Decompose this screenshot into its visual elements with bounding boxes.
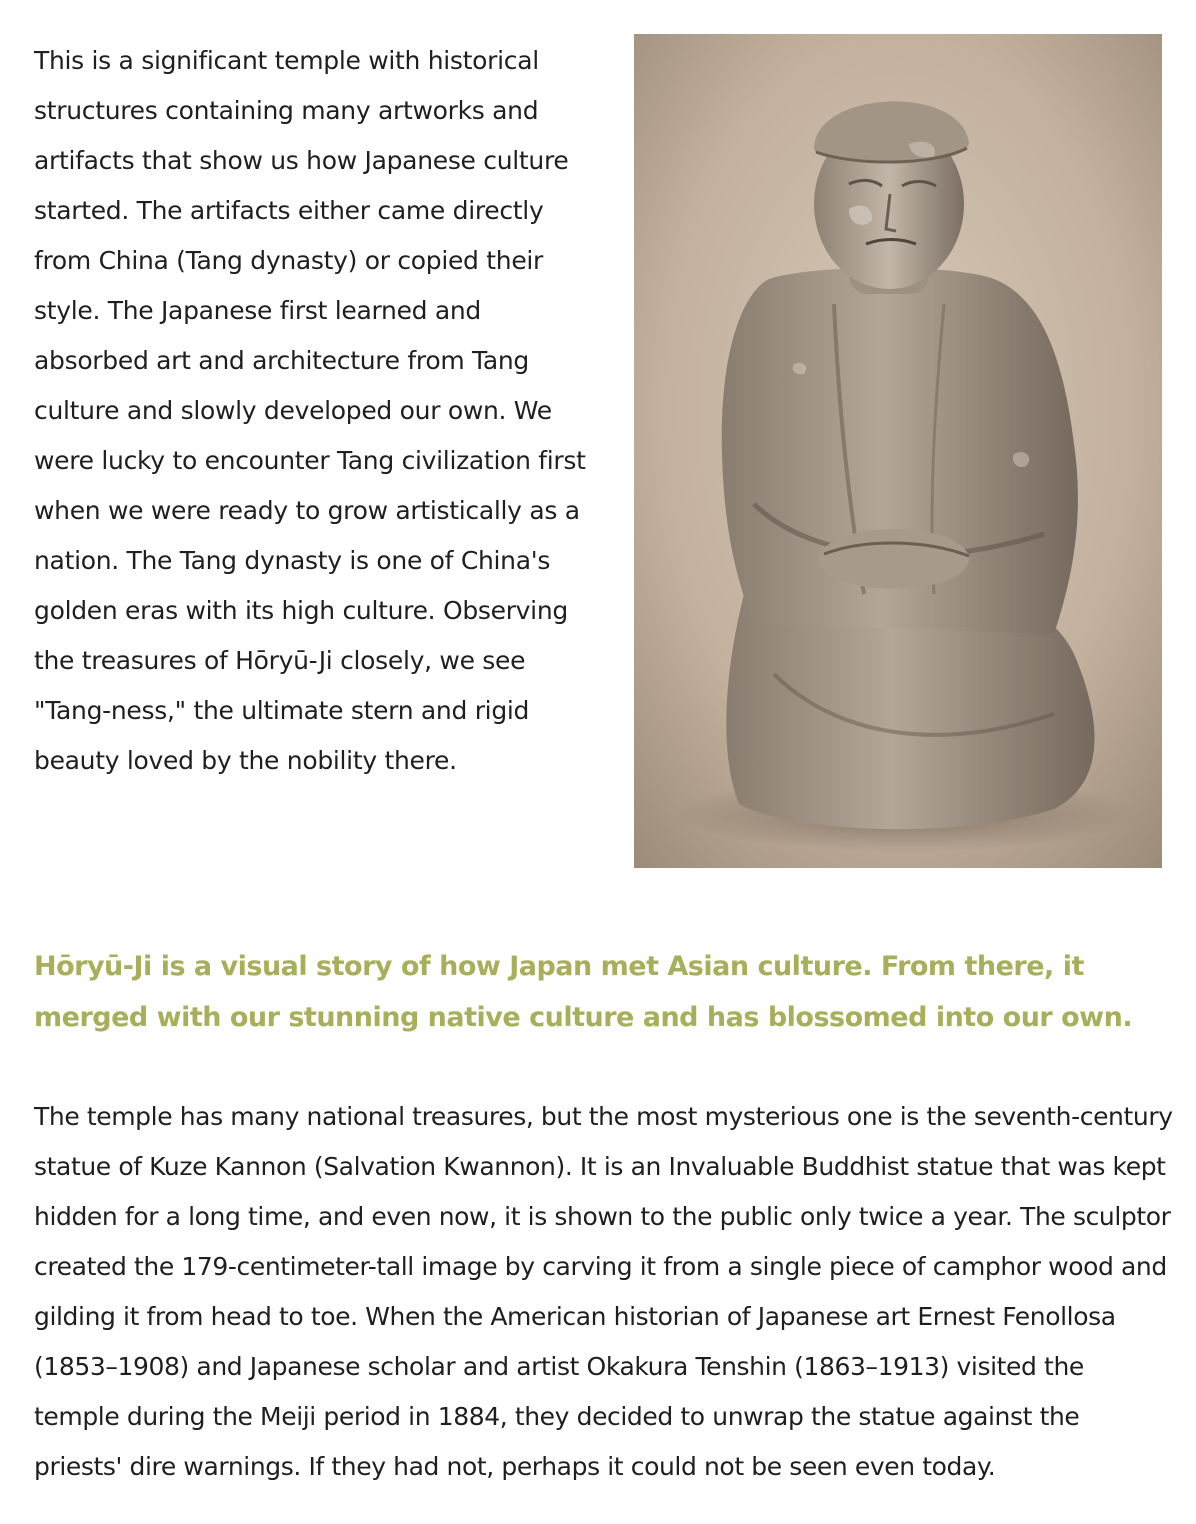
- pull-quote: Hōryū-Ji is a visual story of how Japan met Asian culture. From there, it merged with our stunning native culture and has blossomed into our own.: [34, 951, 1133, 1033]
- body-paragraph: The temple has many national treasures, but the most mysterious one is the seventh-century statue of Kuze Kannon (Salvation Kwannon). It is an Invaluable Buddhist statue that was kept hidden for a long time, and even now, it is shown to the public only twice a year. The sculptor created the 179-centimeter-tall image by carving it from a single piece of camphor wood and gilding it from head to toe. When the American historian of Japanese art Ernest Fenollosa (1853–1908) and Japanese scholar and artist Okakura Tenshin (1863–1913) visited the temple during the Meiji period in 1884, they decided to unwrap the statue against the priests' dire warnings. If they had not, perhaps it could not be seen even today.: [34, 1102, 1173, 1481]
- statue-photo: [634, 34, 1162, 868]
- intro-paragraph: This is a significant temple with historical structures containing many artworks and artifacts that show us how Japanese culture started. The artifacts either came directly from China (Tang dynasty) or copied their style. The Japanese first learned and absorbed art and architecture from Tang culture and slowly developed our own. We were lucky to encounter Tang civilization first when we were ready to grow artistically as a nation. The Tang dynasty is one of China's golden eras with its high culture. Observing the treasures of Hōryū-Ji closely, we see "Tang-ness," the ultimate stern and rigid beauty loved by the nobility there.: [34, 46, 586, 775]
- statue-illustration: [634, 34, 1162, 868]
